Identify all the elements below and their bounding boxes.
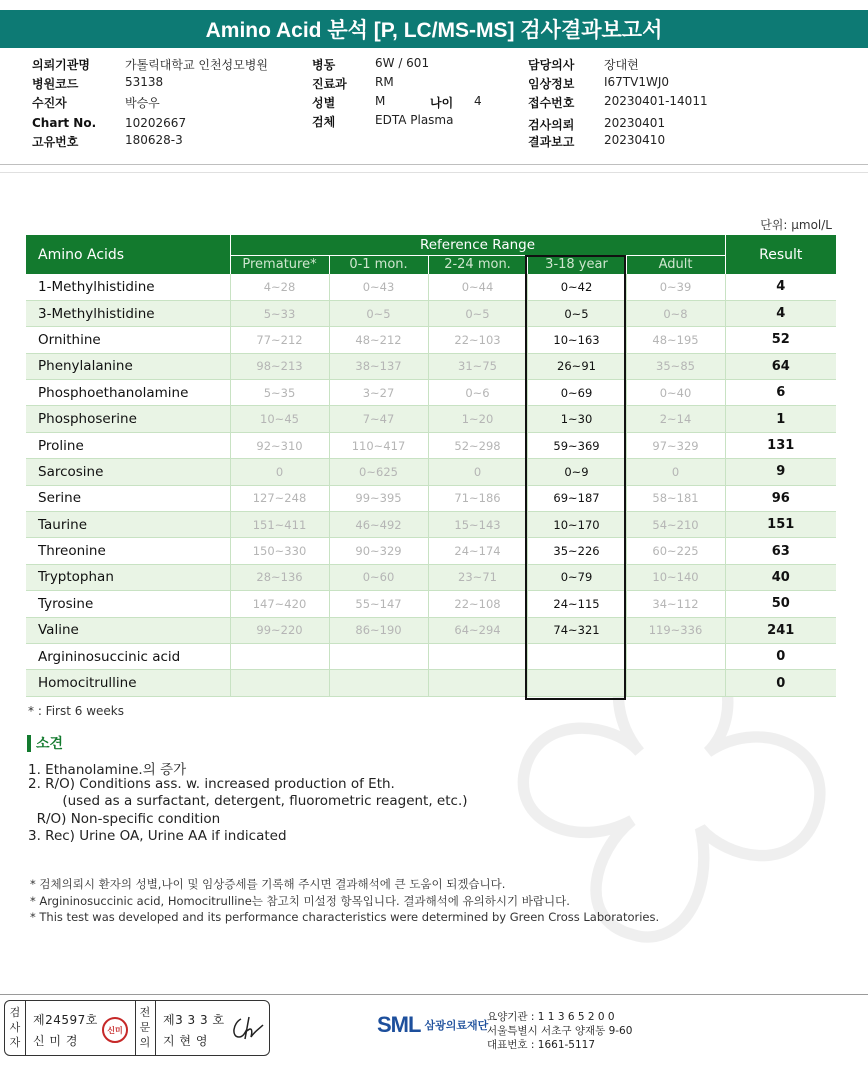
org-code: 요양기관 : 1 1 3 6 5 2 0 0	[487, 1011, 615, 1023]
table-row	[26, 485, 836, 511]
reference-range-cell: 0~79	[527, 564, 626, 590]
reference-range-cell	[329, 670, 428, 696]
table-row	[26, 380, 836, 406]
handwritten-signature	[229, 1015, 265, 1043]
result-cell: 96	[725, 485, 836, 511]
reference-range-cell: 119~336	[626, 617, 725, 643]
specialist-label: 전 문 의	[139, 1006, 151, 1049]
reference-range-cell: 64~294	[428, 617, 527, 643]
result-cell: 9	[725, 459, 836, 485]
amino-acid-name: Sarcosine	[26, 459, 230, 485]
amino-acid-name: Tyrosine	[26, 591, 230, 617]
reference-range-cell: 3~27	[329, 380, 428, 406]
info-label: 고유번호	[32, 135, 79, 149]
info-label: 병원코드	[32, 77, 79, 91]
reference-range-cell: 34~112	[626, 591, 725, 617]
reference-range-cell: 2~14	[626, 406, 725, 432]
reference-range-cell	[626, 643, 725, 669]
info-label: 수진자	[32, 96, 67, 110]
info-label: 임상정보	[528, 77, 575, 91]
note-line: * This test was developed and its performance characteristics were determined by Green Cross Laboratories.	[30, 910, 660, 924]
report-title: Amino Acid 분석 [P, LC/MS-MS] 검사결과보고서	[0, 10, 868, 48]
reference-range-cell: 0~8	[626, 300, 725, 326]
sub-column-header: 2-24 mon.	[428, 255, 527, 274]
table-row	[26, 643, 836, 669]
info-value: 6W / 601	[375, 56, 430, 70]
result-cell: 0	[725, 670, 836, 696]
examiner-name: 신 미 경	[33, 1034, 78, 1048]
divider	[155, 1001, 156, 1055]
info-label: 의뢰기관명	[32, 58, 90, 72]
reference-range-cell: 0~5	[428, 300, 527, 326]
finding-line: (used as a surfactant, detergent, fluorometric reagent, etc.)	[28, 793, 468, 809]
info-label: 성별	[312, 96, 336, 110]
reference-range-cell: 1~30	[527, 406, 626, 432]
info-value: EDTA Plasma	[375, 113, 454, 127]
org-logo	[365, 1012, 488, 1038]
amino-acid-name: Argininosuccinic acid	[26, 643, 230, 669]
reference-range-cell: 110~417	[329, 432, 428, 458]
findings-heading	[27, 733, 63, 753]
reference-range-cell	[230, 670, 329, 696]
reference-range-cell: 5~35	[230, 380, 329, 406]
result-cell: 63	[725, 538, 836, 564]
specialist-number: 제3 3 3 호	[163, 1013, 225, 1027]
sub-column-header: 0-1 mon.	[329, 255, 428, 274]
reference-range-cell: 97~329	[626, 432, 725, 458]
info-label: 접수번호	[528, 96, 575, 110]
unit-label: 단위: μmol/L	[760, 218, 832, 232]
sub-column-header: 3-18 year	[527, 255, 626, 274]
reference-range-cell: 0~69	[527, 380, 626, 406]
findings-title: 소견	[36, 736, 64, 752]
reference-range-cell: 60~225	[626, 538, 725, 564]
info-label: 검체	[312, 115, 336, 129]
amino-acid-name: Proline	[26, 432, 230, 458]
info-value: 20230401-14011	[604, 94, 708, 108]
logo-spacer	[365, 1025, 377, 1026]
reference-range-cell: 1~20	[428, 406, 527, 432]
reference-range-cell: 48~195	[626, 327, 725, 353]
sub-column-header: Adult	[626, 255, 725, 274]
reference-range-cell: 0~9	[527, 459, 626, 485]
result-cell: 50	[725, 591, 836, 617]
reference-range-cell: 31~75	[428, 353, 527, 379]
info-value: 장대현	[604, 58, 639, 72]
amino-acid-name: Phenylalanine	[26, 353, 230, 379]
table-row	[26, 512, 836, 538]
reference-range-cell: 10~140	[626, 564, 725, 590]
info-label: 병동	[312, 58, 336, 72]
org-phone: 대표번호 : 1661-5117	[487, 1039, 596, 1051]
result-cell: 6	[725, 380, 836, 406]
info-label: 나이	[430, 96, 454, 110]
amino-acid-name: Phosphoethanolamine	[26, 380, 230, 406]
org-address: 서울특별시 서초구 양재동 9-60	[487, 1025, 633, 1037]
examiner-label: 검 사 자	[9, 1006, 21, 1049]
patient-info	[0, 56, 868, 156]
info-value: I67TV1WJ0	[604, 75, 670, 89]
reference-range-cell: 0~42	[527, 274, 626, 300]
table-row	[26, 327, 836, 353]
reference-range-cell: 24~115	[527, 591, 626, 617]
reference-range-cell: 10~163	[527, 327, 626, 353]
reference-range-cell: 22~108	[428, 591, 527, 617]
reference-range-cell: 22~103	[428, 327, 527, 353]
reference-range-cell	[428, 643, 527, 669]
reference-range-cell: 0	[230, 459, 329, 485]
info-label: 검사의뢰	[528, 118, 575, 132]
amino-acid-name: Ornithine	[26, 327, 230, 353]
reference-range-cell: 7~47	[329, 406, 428, 432]
reference-range-cell: 0~60	[329, 564, 428, 590]
info-label: 진료과	[312, 77, 347, 91]
reference-range-cell: 52~298	[428, 432, 527, 458]
reference-range-cell: 10~170	[527, 512, 626, 538]
divider	[135, 1001, 136, 1055]
amino-acid-name: Taurine	[26, 512, 230, 538]
reference-range-cell: 28~136	[230, 564, 329, 590]
table-row	[26, 300, 836, 326]
reference-range-cell: 58~181	[626, 485, 725, 511]
amino-acid-name: Tryptophan	[26, 564, 230, 590]
reference-range-cell	[626, 670, 725, 696]
info-value: M	[375, 94, 386, 108]
result-cell: 4	[725, 274, 836, 300]
findings-list	[28, 758, 468, 846]
reference-range-cell: 151~411	[230, 512, 329, 538]
table-row	[26, 591, 836, 617]
reference-range-cell: 71~186	[428, 485, 527, 511]
org-info	[487, 1010, 632, 1052]
reference-range-cell	[527, 670, 626, 696]
reference-range-cell: 0~6	[428, 380, 527, 406]
reference-range-cell: 48~212	[329, 327, 428, 353]
info-value: 가톨릭대학교 인천성모병원	[125, 58, 268, 72]
finding-line: R/O) Non-specific condition	[28, 810, 221, 827]
reference-range-cell	[230, 643, 329, 669]
table-row	[26, 564, 836, 590]
reference-range-cell: 127~248	[230, 485, 329, 511]
reference-range-cell: 0~625	[329, 459, 428, 485]
reference-range-cell: 0	[428, 459, 527, 485]
reference-range-cell: 99~395	[329, 485, 428, 511]
result-cell: 1	[725, 406, 836, 432]
amino-acid-name: Valine	[26, 617, 230, 643]
table-row	[26, 538, 836, 564]
org-name: 삼광의료재단	[424, 1019, 489, 1032]
finding-line: 1. Ethanolamine.의 증가	[28, 762, 187, 778]
table-body	[26, 274, 836, 696]
reference-range-cell: 24~174	[428, 538, 527, 564]
result-cell: 40	[725, 564, 836, 590]
examiner-number: 제24597호	[33, 1013, 98, 1027]
table-row	[26, 459, 836, 485]
table-row	[26, 670, 836, 696]
reference-range-cell: 26~91	[527, 353, 626, 379]
reference-range-cell: 46~492	[329, 512, 428, 538]
finding-line: 2. R/O) Conditions ass. w. increased production of Eth.	[28, 775, 395, 792]
reference-range-cell: 69~187	[527, 485, 626, 511]
reference-range-cell: 90~329	[329, 538, 428, 564]
reference-range-cell	[527, 643, 626, 669]
note-line: * 검체의뢰시 환자의 성별,나이 및 임상증세를 기록해 주시면 결과해석에 큰 도움이 되겠습니다.	[30, 877, 506, 891]
reference-range-cell: 98~213	[230, 353, 329, 379]
reference-range-cell: 99~220	[230, 617, 329, 643]
reference-range-cell: 5~33	[230, 300, 329, 326]
amino-acid-name: 1-Methylhistidine	[26, 274, 230, 300]
info-value: 4	[474, 94, 482, 108]
reference-range-cell: 55~147	[329, 591, 428, 617]
column-header: Reference Range	[230, 235, 725, 255]
info-value: 10202667	[125, 116, 187, 130]
amino-acid-name: Phosphoserine	[26, 406, 230, 432]
reference-range-cell: 0	[626, 459, 725, 485]
result-cell: 131	[725, 432, 836, 458]
amino-acid-name: Serine	[26, 485, 230, 511]
info-label: 담당의사	[528, 58, 575, 72]
note-line: * Argininosuccinic acid, Homocitrulline는 참고치 미설정 항목입니다. 결과해석에 유의하시기 바랍니다.	[30, 894, 570, 908]
column-header: Amino Acids	[26, 235, 230, 274]
divider	[0, 994, 868, 995]
reference-range-cell: 10~45	[230, 406, 329, 432]
reference-range-cell: 77~212	[230, 327, 329, 353]
reference-range-cell	[329, 643, 428, 669]
footnote: * : First 6 weeks	[28, 704, 124, 718]
signature-box	[4, 1000, 270, 1056]
table-row	[26, 432, 836, 458]
section-marker	[27, 735, 31, 752]
info-label: 결과보고	[528, 135, 575, 149]
result-cell: 52	[725, 327, 836, 353]
reference-range-cell: 92~310	[230, 432, 329, 458]
reference-range-cell: 59~369	[527, 432, 626, 458]
column-header: Result	[725, 235, 836, 274]
info-value: 20230401	[604, 116, 666, 130]
result-cell: 151	[725, 512, 836, 538]
info-value: 박승우	[125, 96, 160, 110]
reference-range-cell	[428, 670, 527, 696]
table-row	[26, 353, 836, 379]
result-cell: 64	[725, 353, 836, 379]
result-cell: 241	[725, 617, 836, 643]
reference-range-cell: 23~71	[428, 564, 527, 590]
reference-range-cell: 147~420	[230, 591, 329, 617]
divider	[0, 172, 868, 173]
reference-range-cell: 0~5	[329, 300, 428, 326]
seal-stamp: 신미	[102, 1017, 128, 1043]
reference-range-cell: 86~190	[329, 617, 428, 643]
info-value: 180628-3	[125, 133, 183, 147]
reference-range-cell: 38~137	[329, 353, 428, 379]
notes-list	[30, 876, 659, 927]
info-label: Chart No.	[32, 116, 97, 130]
reference-range-cell: 74~321	[527, 617, 626, 643]
table-row	[26, 617, 836, 643]
table-row	[26, 406, 836, 432]
specialist-name: 지 현 영	[163, 1034, 208, 1048]
reference-range-cell: 0~40	[626, 380, 725, 406]
reference-range-cell: 0~39	[626, 274, 725, 300]
info-value: 53138	[125, 75, 164, 89]
reference-range-cell: 35~85	[626, 353, 725, 379]
amino-acid-name: 3-Methylhistidine	[26, 300, 230, 326]
divider	[25, 1001, 26, 1055]
amino-acid-name: Homocitrulline	[26, 670, 230, 696]
result-cell: 4	[725, 300, 836, 326]
reference-range-cell: 54~210	[626, 512, 725, 538]
finding-line: 3. Rec) Urine OA, Urine AA if indicated	[28, 828, 287, 844]
reference-range-cell: 0~43	[329, 274, 428, 300]
result-cell: 0	[725, 643, 836, 669]
reference-range-cell: 150~330	[230, 538, 329, 564]
logo-text: SML	[377, 1012, 421, 1037]
reference-range-cell: 0~5	[527, 300, 626, 326]
reference-range-cell: 4~28	[230, 274, 329, 300]
reference-range-cell: 35~226	[527, 538, 626, 564]
divider	[0, 164, 868, 165]
info-value: 20230410	[604, 133, 666, 147]
info-value: RM	[375, 75, 394, 89]
amino-acid-table	[26, 235, 836, 697]
reference-range-cell: 15~143	[428, 512, 527, 538]
table-row	[26, 274, 836, 300]
reference-range-cell: 0~44	[428, 274, 527, 300]
amino-acid-name: Threonine	[26, 538, 230, 564]
sub-column-header: Premature*	[230, 255, 329, 274]
